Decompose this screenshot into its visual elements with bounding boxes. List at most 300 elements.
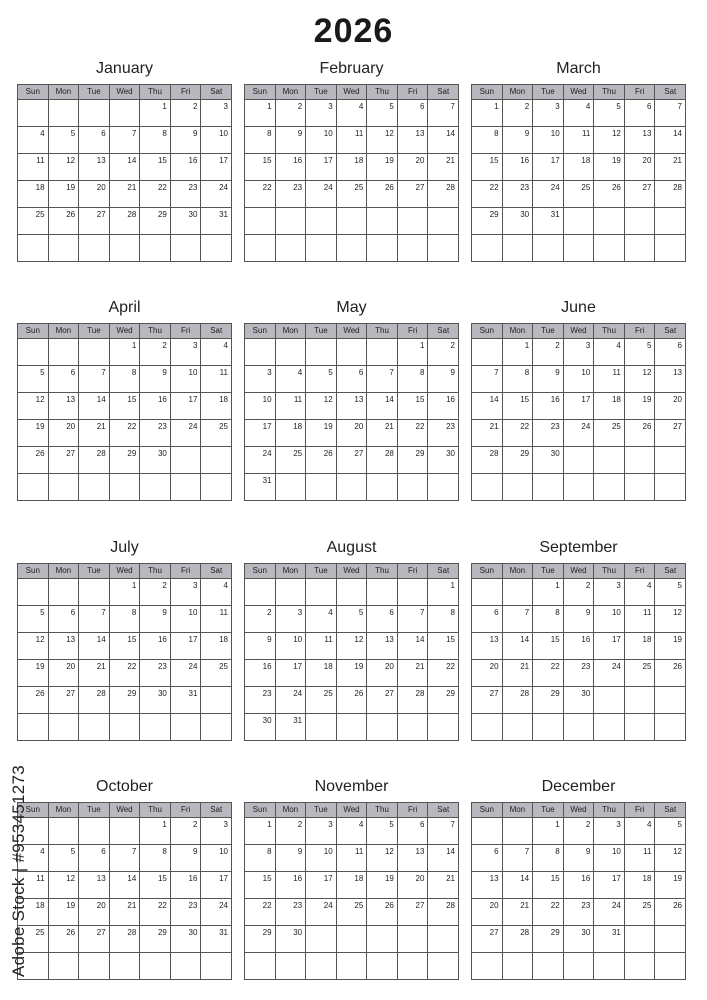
weekday-header: Wed xyxy=(337,324,368,339)
day-cell xyxy=(367,953,398,980)
day-cell xyxy=(503,606,534,633)
day-cell xyxy=(503,447,534,474)
day-cell xyxy=(503,208,534,235)
day-cell xyxy=(276,633,307,660)
day-cell xyxy=(171,714,202,741)
day-cell xyxy=(367,474,398,501)
weekday-header: Sun xyxy=(18,324,49,339)
day-number: 21 xyxy=(127,183,137,192)
weekday-header: Thu xyxy=(140,803,171,818)
day-cell xyxy=(428,633,459,660)
day-number: 22 xyxy=(262,901,272,910)
day-cell xyxy=(472,818,503,845)
weekday-header: Fri xyxy=(625,85,656,100)
day-cell xyxy=(276,235,307,262)
day-number: 19 xyxy=(354,662,364,671)
weekday-header: Thu xyxy=(594,564,625,579)
day-cell xyxy=(337,953,368,980)
day-number: 8 xyxy=(524,368,530,377)
weekday-header: Sun xyxy=(18,85,49,100)
day-number: 7 xyxy=(677,102,682,111)
weekday-header: Mon xyxy=(503,803,534,818)
day-number: 7 xyxy=(524,847,530,856)
day-cell xyxy=(564,366,595,393)
day-number: 11 xyxy=(293,395,303,404)
weekday-header: Sun xyxy=(245,803,276,818)
day-number: 5 xyxy=(616,102,621,111)
day-cell xyxy=(428,420,459,447)
weekday-header: Fri xyxy=(625,324,656,339)
day-cell xyxy=(337,474,368,501)
day-number: 8 xyxy=(494,129,499,138)
day-cell xyxy=(276,606,307,633)
day-cell xyxy=(201,606,232,633)
day-cell xyxy=(564,339,595,366)
day-cell xyxy=(245,393,276,420)
day-cell xyxy=(140,660,171,687)
day-number: 10 xyxy=(550,129,560,138)
day-cell xyxy=(533,420,564,447)
day-number: 16 xyxy=(157,635,167,644)
day-number: 10 xyxy=(323,847,333,856)
day-number: 15 xyxy=(262,156,272,165)
day-number: 25 xyxy=(219,422,228,431)
weekday-header: Sat xyxy=(655,803,686,818)
day-cell xyxy=(655,474,686,501)
day-cell xyxy=(337,633,368,660)
day-number: 14 xyxy=(384,395,394,404)
day-number: 20 xyxy=(354,422,364,431)
day-cell xyxy=(49,474,80,501)
day-cell xyxy=(245,127,276,154)
day-cell xyxy=(564,181,595,208)
day-cell xyxy=(472,366,503,393)
day-cell xyxy=(564,845,595,872)
day-number: 1 xyxy=(131,581,137,590)
day-cell xyxy=(49,606,80,633)
day-cell xyxy=(110,447,141,474)
day-number: 29 xyxy=(157,210,167,219)
day-cell xyxy=(79,208,110,235)
day-cell xyxy=(79,154,110,181)
day-cell xyxy=(655,899,686,926)
day-cell xyxy=(201,366,232,393)
day-number: 24 xyxy=(323,901,333,910)
day-cell xyxy=(625,447,656,474)
day-cell xyxy=(140,899,171,926)
day-cell xyxy=(79,818,110,845)
watermark-text: Adobe Stock | #953451273 xyxy=(9,764,28,978)
weekday-header: Wed xyxy=(564,324,595,339)
day-number: 20 xyxy=(384,662,394,671)
month-grid xyxy=(17,323,232,501)
day-cell xyxy=(503,660,534,687)
day-cell xyxy=(398,181,429,208)
month-title: November xyxy=(314,778,389,795)
day-cell xyxy=(625,845,656,872)
day-cell xyxy=(276,366,307,393)
day-cell xyxy=(367,687,398,714)
day-cell xyxy=(306,100,337,127)
day-number: 3 xyxy=(616,581,621,590)
month-grid xyxy=(471,323,686,501)
day-number: 28 xyxy=(446,901,455,910)
weekday-header: Fri xyxy=(398,324,429,339)
day-number: 12 xyxy=(354,635,364,644)
day-cell xyxy=(140,714,171,741)
day-cell xyxy=(398,393,429,420)
day-cell xyxy=(625,127,656,154)
day-cell xyxy=(306,953,337,980)
day-number: 4 xyxy=(223,581,228,590)
day-cell xyxy=(276,579,307,606)
day-cell xyxy=(171,339,202,366)
day-cell xyxy=(625,208,656,235)
day-cell xyxy=(201,127,232,154)
day-cell xyxy=(398,714,429,741)
year-title: 2026 xyxy=(313,12,394,50)
day-number: 1 xyxy=(555,820,560,829)
day-cell xyxy=(245,818,276,845)
day-cell xyxy=(276,447,307,474)
day-cell xyxy=(398,100,429,127)
day-number: 3 xyxy=(223,820,228,829)
day-cell xyxy=(564,393,595,420)
day-number: 8 xyxy=(555,847,560,856)
day-number: 22 xyxy=(262,183,272,192)
day-cell xyxy=(367,845,398,872)
day-cell xyxy=(49,579,80,606)
day-cell xyxy=(655,687,686,714)
day-number: 4 xyxy=(328,608,333,617)
day-number: 11 xyxy=(581,129,591,138)
day-cell xyxy=(367,235,398,262)
day-number: 13 xyxy=(642,129,652,138)
month-december xyxy=(471,776,686,980)
day-cell xyxy=(49,818,80,845)
day-number: 16 xyxy=(520,156,530,165)
day-number: 1 xyxy=(162,820,167,829)
day-cell xyxy=(201,687,232,714)
day-cell xyxy=(564,474,595,501)
day-cell xyxy=(594,899,625,926)
day-number: 5 xyxy=(40,608,45,617)
day-cell xyxy=(564,714,595,741)
day-number: 9 xyxy=(585,608,591,617)
day-number: 30 xyxy=(581,689,591,698)
day-cell xyxy=(79,366,110,393)
day-cell xyxy=(428,714,459,741)
day-number: 17 xyxy=(581,395,591,404)
weekday-header: Thu xyxy=(140,564,171,579)
day-number: 9 xyxy=(192,129,198,138)
weekday-header: Fri xyxy=(398,803,429,818)
day-cell xyxy=(367,633,398,660)
month-title: July xyxy=(110,539,139,556)
day-number: 21 xyxy=(673,156,682,165)
weekday-header: Sun xyxy=(245,564,276,579)
day-cell xyxy=(625,154,656,181)
weekday-header: Fri xyxy=(398,85,429,100)
day-number: 11 xyxy=(219,608,228,617)
day-cell xyxy=(655,127,686,154)
day-number: 14 xyxy=(673,129,682,138)
day-number: 5 xyxy=(70,847,76,856)
day-cell xyxy=(201,579,232,606)
day-cell xyxy=(533,899,564,926)
day-cell xyxy=(533,714,564,741)
day-cell xyxy=(625,393,656,420)
day-cell xyxy=(367,660,398,687)
day-cell xyxy=(337,420,368,447)
day-cell xyxy=(18,714,49,741)
day-number: 27 xyxy=(96,210,106,219)
day-cell xyxy=(625,633,656,660)
month-january xyxy=(17,58,232,262)
day-cell xyxy=(655,606,686,633)
day-number: 9 xyxy=(450,368,455,377)
day-number: 28 xyxy=(96,689,106,698)
day-cell xyxy=(49,687,80,714)
day-cell xyxy=(18,687,49,714)
day-cell xyxy=(337,872,368,899)
day-number: 25 xyxy=(354,901,364,910)
day-cell xyxy=(594,633,625,660)
day-cell xyxy=(428,926,459,953)
weekday-header: Wed xyxy=(110,324,141,339)
day-cell xyxy=(18,181,49,208)
day-cell xyxy=(428,366,459,393)
day-number: 30 xyxy=(157,449,167,458)
weekday-header: Mon xyxy=(49,803,80,818)
day-cell xyxy=(533,393,564,420)
day-cell xyxy=(625,872,656,899)
day-cell xyxy=(655,447,686,474)
day-number: 6 xyxy=(70,608,76,617)
day-cell xyxy=(306,447,337,474)
day-cell xyxy=(110,474,141,501)
day-cell xyxy=(171,393,202,420)
weekday-header: Tue xyxy=(306,85,337,100)
day-cell xyxy=(472,660,503,687)
day-number: 18 xyxy=(642,635,652,644)
day-number: 1 xyxy=(419,341,425,350)
day-number: 7 xyxy=(524,608,530,617)
day-cell xyxy=(367,872,398,899)
weekday-header: Fri xyxy=(171,85,202,100)
day-cell xyxy=(503,687,534,714)
day-cell xyxy=(564,420,595,447)
day-cell xyxy=(428,953,459,980)
day-cell xyxy=(337,687,368,714)
day-number: 10 xyxy=(219,847,228,856)
day-cell xyxy=(655,208,686,235)
day-number: 14 xyxy=(489,395,499,404)
day-number: 11 xyxy=(354,847,364,856)
month-grid xyxy=(471,563,686,741)
day-cell xyxy=(533,953,564,980)
day-cell xyxy=(18,420,49,447)
day-cell xyxy=(655,181,686,208)
day-cell xyxy=(367,714,398,741)
day-cell xyxy=(533,181,564,208)
day-cell xyxy=(594,872,625,899)
day-cell xyxy=(79,181,110,208)
day-number: 14 xyxy=(446,129,455,138)
day-cell xyxy=(110,818,141,845)
day-number: 29 xyxy=(127,449,137,458)
month-april xyxy=(17,297,232,501)
day-cell xyxy=(472,208,503,235)
day-cell xyxy=(79,660,110,687)
day-cell xyxy=(18,235,49,262)
day-number: 27 xyxy=(96,928,106,937)
day-cell xyxy=(110,953,141,980)
day-cell xyxy=(171,181,202,208)
day-number: 17 xyxy=(293,662,303,671)
day-cell xyxy=(564,208,595,235)
day-cell xyxy=(533,235,564,262)
day-number: 16 xyxy=(581,635,591,644)
day-number: 27 xyxy=(415,901,425,910)
day-number: 28 xyxy=(673,183,682,192)
day-number: 12 xyxy=(35,635,45,644)
day-cell xyxy=(398,474,429,501)
day-number: 17 xyxy=(550,156,560,165)
weekday-header: Fri xyxy=(625,564,656,579)
day-number: 27 xyxy=(642,183,652,192)
day-cell xyxy=(306,687,337,714)
day-number: 17 xyxy=(262,422,272,431)
weekday-header: Tue xyxy=(79,324,110,339)
day-cell xyxy=(18,100,49,127)
day-cell xyxy=(276,953,307,980)
weekday-header: Tue xyxy=(533,803,564,818)
day-number: 30 xyxy=(157,689,167,698)
weekday-header: Tue xyxy=(533,85,564,100)
weekday-header: Thu xyxy=(367,85,398,100)
day-number: 24 xyxy=(323,183,333,192)
day-cell xyxy=(79,127,110,154)
day-number: 7 xyxy=(494,368,499,377)
day-cell xyxy=(306,633,337,660)
day-cell xyxy=(140,339,171,366)
day-number: 24 xyxy=(188,662,198,671)
day-number: 10 xyxy=(262,395,272,404)
day-number: 10 xyxy=(611,847,621,856)
day-number: 30 xyxy=(520,210,530,219)
day-cell xyxy=(49,953,80,980)
day-number: 18 xyxy=(642,874,652,883)
day-cell xyxy=(398,660,429,687)
day-number: 8 xyxy=(162,129,167,138)
day-cell xyxy=(503,393,534,420)
day-cell xyxy=(398,208,429,235)
day-cell xyxy=(594,714,625,741)
day-number: 24 xyxy=(219,183,228,192)
day-number: 2 xyxy=(162,581,167,590)
day-number: 31 xyxy=(611,928,621,937)
day-number: 30 xyxy=(262,716,272,725)
day-cell xyxy=(428,339,459,366)
day-cell xyxy=(564,926,595,953)
day-number: 23 xyxy=(550,422,560,431)
day-cell xyxy=(79,393,110,420)
day-cell xyxy=(306,208,337,235)
day-cell xyxy=(625,366,656,393)
day-number: 23 xyxy=(157,422,167,431)
day-cell xyxy=(245,447,276,474)
day-cell xyxy=(171,447,202,474)
day-cell xyxy=(49,660,80,687)
day-cell xyxy=(306,393,337,420)
day-cell xyxy=(594,154,625,181)
day-number: 28 xyxy=(415,689,425,698)
day-number: 19 xyxy=(323,422,333,431)
day-cell xyxy=(110,687,141,714)
day-cell xyxy=(140,872,171,899)
day-number: 7 xyxy=(131,129,137,138)
weekday-header: Sat xyxy=(201,324,232,339)
day-number: 17 xyxy=(611,635,621,644)
day-cell xyxy=(625,235,656,262)
day-number: 4 xyxy=(616,341,621,350)
day-cell xyxy=(306,181,337,208)
day-cell xyxy=(625,899,656,926)
day-number: 13 xyxy=(673,368,682,377)
day-cell xyxy=(110,208,141,235)
day-cell xyxy=(49,208,80,235)
day-number: 5 xyxy=(389,820,394,829)
day-cell xyxy=(625,339,656,366)
month-may xyxy=(244,297,459,501)
day-cell xyxy=(110,872,141,899)
weekday-header: Mon xyxy=(49,85,80,100)
weekday-header: Sun xyxy=(245,324,276,339)
day-number: 19 xyxy=(384,874,394,883)
day-cell xyxy=(140,235,171,262)
weekday-header: Mon xyxy=(49,324,80,339)
day-number: 29 xyxy=(262,928,272,937)
day-cell xyxy=(564,953,595,980)
day-cell xyxy=(276,208,307,235)
weekday-header: Sat xyxy=(201,85,232,100)
day-cell xyxy=(110,633,141,660)
day-cell xyxy=(472,474,503,501)
day-cell xyxy=(171,474,202,501)
day-cell xyxy=(18,660,49,687)
day-cell xyxy=(655,633,686,660)
day-cell xyxy=(110,366,141,393)
day-number: 5 xyxy=(389,102,394,111)
day-number: 8 xyxy=(450,608,455,617)
weekday-header: Thu xyxy=(594,803,625,818)
day-cell xyxy=(533,606,564,633)
day-cell xyxy=(49,393,80,420)
day-number: 31 xyxy=(188,689,198,698)
day-cell xyxy=(276,926,307,953)
day-cell xyxy=(140,127,171,154)
day-number: 16 xyxy=(262,662,272,671)
day-cell xyxy=(533,579,564,606)
day-cell xyxy=(472,393,503,420)
day-number: 16 xyxy=(157,395,167,404)
day-number: 31 xyxy=(219,928,228,937)
day-number: 24 xyxy=(293,689,303,698)
day-cell xyxy=(79,845,110,872)
day-number: 24 xyxy=(188,422,198,431)
day-number: 23 xyxy=(520,183,530,192)
